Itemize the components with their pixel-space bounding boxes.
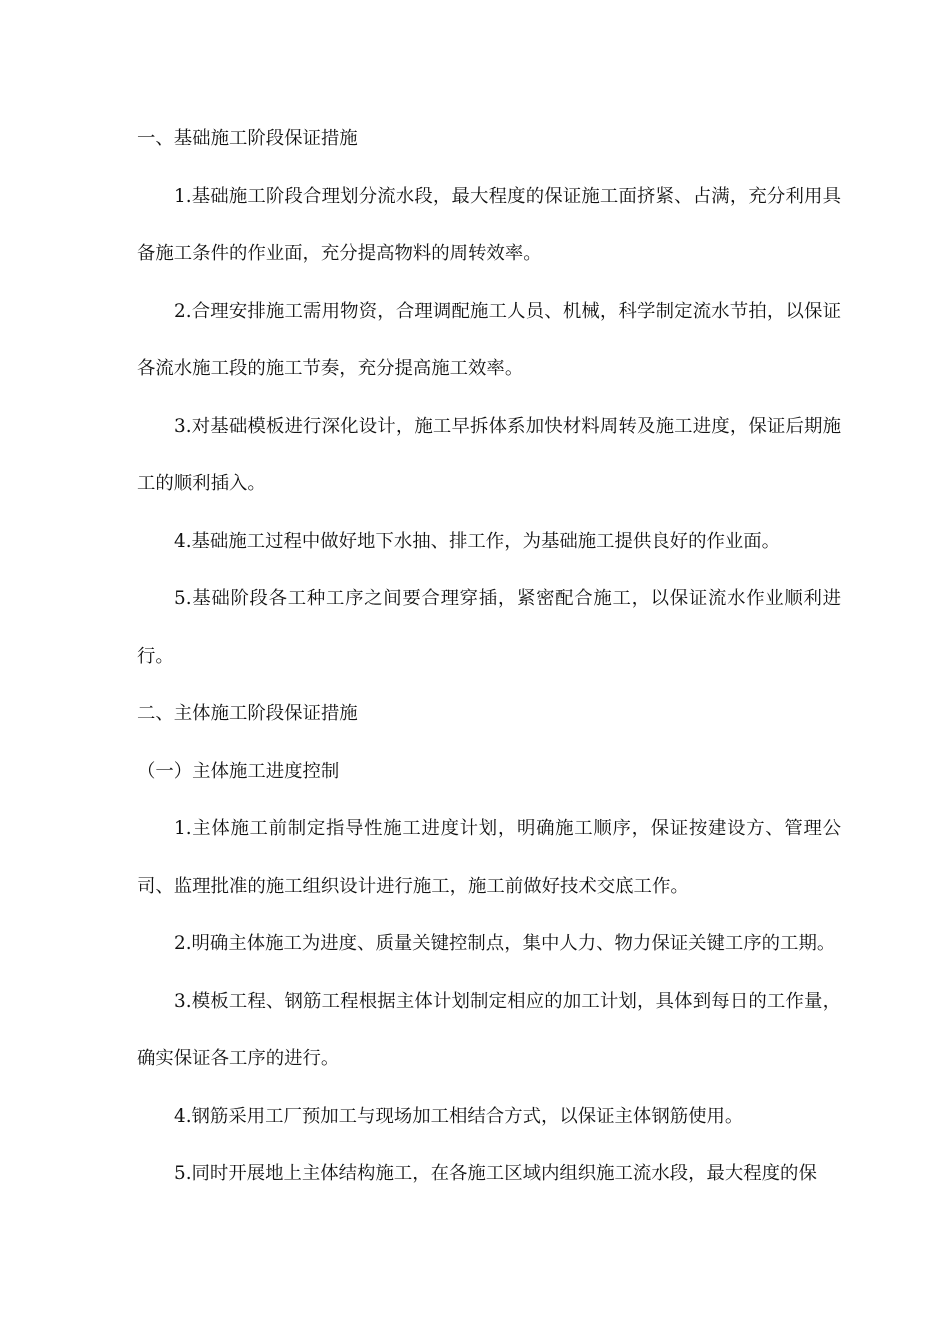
paragraph: 5.同时开展地上主体结构施工，在各施工区域内组织施工流水段，最大程度的保 [174,1163,817,1184]
paragraph: 2.明确主体施工为进度、质量关键控制点，集中人力、物力保证关键工序的工期。 [174,933,836,954]
paragraph: 3.模板工程、钢筋工程根据主体计划制定相应的加工计划，具体到每日的工作量，确实保证各工序的进行。 [137,990,841,1069]
section-heading-foundation: 一、基础施工阶段保证措施 [137,128,358,149]
paragraph: 1.基础施工阶段合理划分流水段，最大程度的保证施工面挤紧、占满，充分利用具备施工条件的作业面，充分提高物料的周转效率。 [137,185,841,264]
paragraph: 1.主体施工前制定指导性施工进度计划，明确施工顺序，保证按建设方、管理公司、监理批准的施工组织设计进行施工，施工前做好技术交底工作。 [137,818,841,897]
paragraph: 2.合理安排施工需用物资，合理调配施工人员、机械，科学制定流水节拍，以保证各流水施工段的施工节奏，充分提高施工效率。 [137,300,841,379]
paragraph: 4.基础施工过程中做好地下水抽、排工作，为基础施工提供良好的作业面。 [174,530,781,552]
paragraph: 4.钢筋采用工厂预加工与现场加工相结合方式，以保证主体钢筋使用。 [174,1105,744,1127]
subsection-heading-progress-control: （一）主体施工进度控制 [137,760,340,782]
document-body [137,110,841,1203]
paragraph: 3.对基础模板进行深化设计，施工早拆体系加快材料周转及施工进度，保证后期施工的顺利插入。 [137,415,841,494]
paragraph: 5.基础阶段各工种工序之间要合理穿插，紧密配合施工，以保证流水作业顺利进行。 [137,588,841,667]
section-heading-main-structure: 二、主体施工阶段保证措施 [137,703,358,724]
